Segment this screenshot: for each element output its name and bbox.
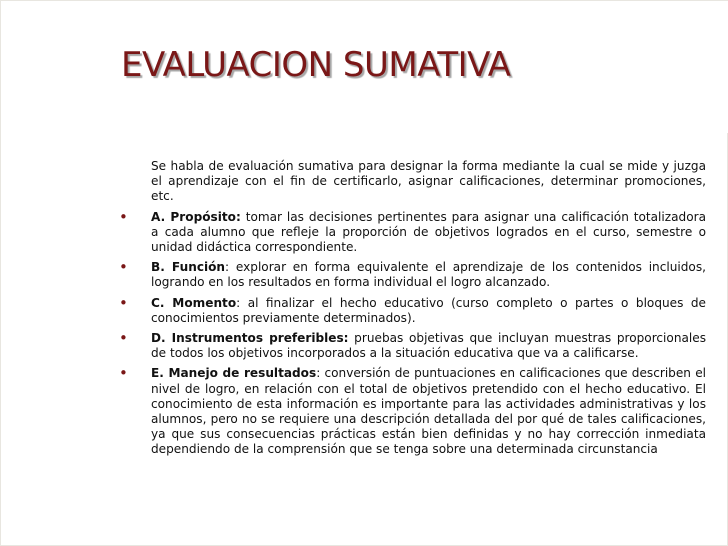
slide-body: [118, 159, 706, 463]
bullet-item-instrumentos: [118, 331, 706, 361]
bullet-icon: •: [119, 364, 128, 383]
bullet-text: : conversión de puntuaciones en calificaciones que describen el nivel de logro, en relación con el total de objetivos pretendido con el hecho educativo. El conocimiento de esta información es importante para las actividades administrativas y los alumnos, pero no se requiere una descripción detallada del por qué de tales calificaciones, ya que sus consecuencias prácticas están bien definidas y no hay corrección inmediata dependiendo de la comprensión que se tenga sobre una determinada circunstancia: [151, 366, 706, 457]
bullet-lead: D. Instrumentos preferibles:: [151, 331, 349, 346]
bullet-lead: E. Manejo de resultados: [151, 366, 317, 381]
title-area: [1, 1, 728, 133]
bullet-lead: C. Momento: [151, 295, 237, 310]
bullet-text: : al finalizar el hecho educativo (curso completo o partes o bloques de conocimientos previamente determinados).: [151, 295, 706, 325]
slide-title: EVALUACION SUMATIVA: [121, 45, 511, 85]
bullet-item-proposito: [118, 207, 706, 256]
bullet-icon: •: [119, 258, 128, 277]
intro-paragraph: Se habla de evaluación sumativa para designar la forma mediante la cual se mide y juzga el aprendizaje con el fin de certificarlo, asignar calificaciones, determinar promociones, etc.: [151, 159, 706, 204]
bullet-list: [118, 207, 706, 458]
bullet-item-manejo: [118, 366, 706, 457]
bullet-icon: •: [119, 207, 128, 226]
bullet-item-funcion: [118, 260, 706, 290]
bullet-icon: •: [119, 329, 128, 348]
bullet-icon: •: [119, 293, 128, 312]
bullet-lead: A. Propósito:: [151, 209, 241, 224]
bullet-text: pruebas objetivas que incluyan muestras proporcionales de todos los objetivos incorporados a la situación educativa que va a calificarse.: [151, 331, 706, 361]
bullet-item-momento: [118, 293, 706, 326]
bullet-text: : explorar en forma equivalente el aprendizaje de los contenidos incluidos, logrando en los resultados en forma individual el logro alcanzado.: [151, 260, 706, 290]
bullet-lead: B. Función: [151, 260, 226, 275]
bullet-text: tomar las decisiones pertinentes para asignar una calificación totalizadora a cada alumno que refleje la proporción de objetivos logrados en el curso, semestre o unidad didáctica correspondiente.: [151, 209, 706, 255]
